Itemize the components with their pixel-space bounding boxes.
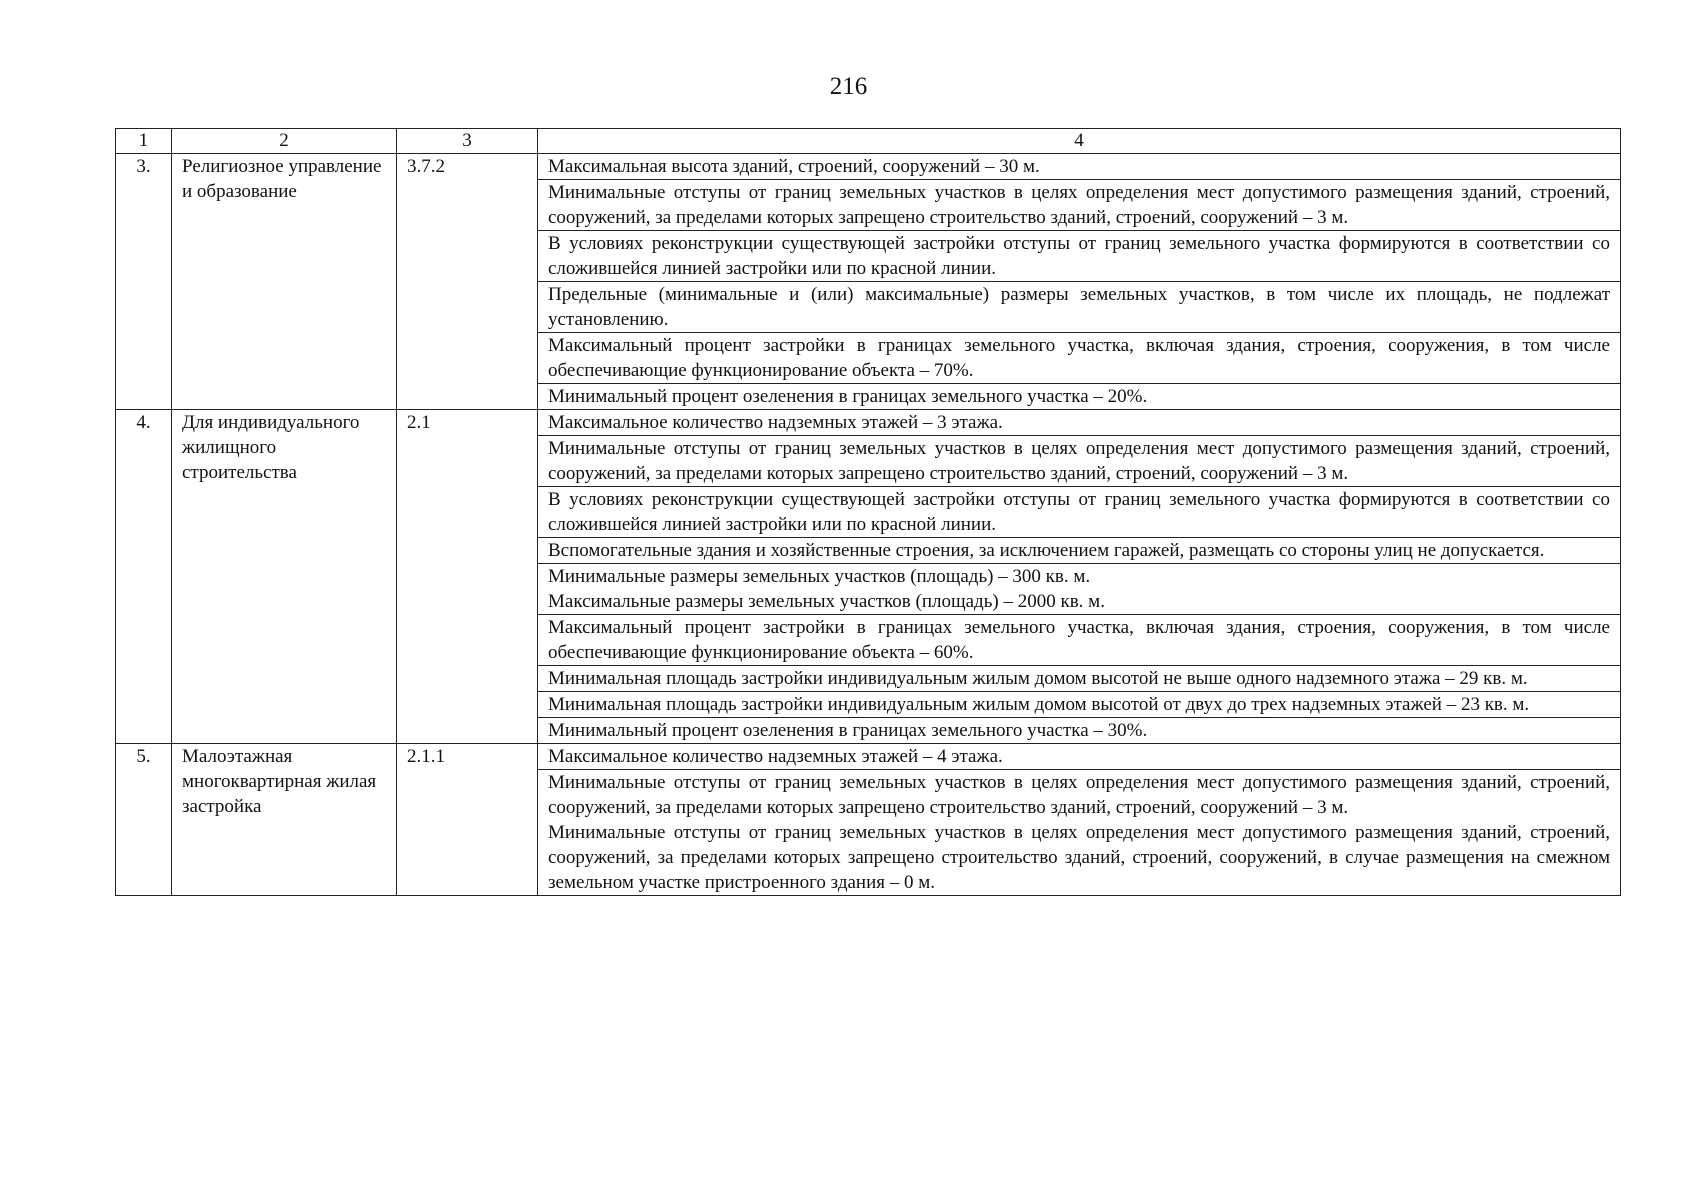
- parameter-cell: Минимальная площадь застройки индивидуальным жилым домом высотой не выше одного надземного этажа – 29 кв. м.: [538, 666, 1621, 692]
- parameter-cell: Максимальный процент застройки в границах земельного участка, включая здания, строения, сооружения, в том числе обеспечивающие функционирование объекта – 70%.: [538, 333, 1621, 384]
- parameter-cell: Максимальный процент застройки в границах земельного участка, включая здания, строения, сооружения, в том числе обеспечивающие функционирование объекта – 60%.: [538, 615, 1621, 666]
- column-header-4: 4: [538, 129, 1621, 154]
- parameter-cell: В условиях реконструкции существующей застройки отступы от границ земельного участка формируются в соответствии со сложившейся линией застройки или по красной линии.: [538, 231, 1621, 282]
- column-header-1: 1: [116, 129, 172, 154]
- column-header-2: 2: [172, 129, 397, 154]
- parameter-line: Минимальные отступы от границ земельных участков в целях определения мест допустимого размещения зданий, строений, сооружений, за пределами которых запрещено строительство зданий, строений, сооружений, в случае размещения на смежном земельном участке пристроенного здания – 0 м.: [548, 822, 1610, 893]
- land-use-code: 2.1: [397, 410, 538, 744]
- parameter-cell: В условиях реконструкции существующей застройки отступы от границ земельного участка формируются в соответствии со сложившейся линией застройки или по красной линии.: [538, 487, 1621, 538]
- page-number: 216: [829, 73, 868, 100]
- parameter-cell: Максимальное количество надземных этажей – 4 этажа.: [538, 744, 1621, 770]
- land-use-code: 2.1.1: [397, 744, 538, 896]
- land-use-name: Для индивидуального жилищного строительства: [172, 410, 397, 744]
- parameter-cell: Вспомогательные здания и хозяйственные строения, за исключением гаражей, размещать со стороны улиц не допускается.: [538, 538, 1621, 564]
- table-row: [116, 744, 1621, 770]
- parameter-line: Минимальные размеры земельных участков (площадь) – 300 кв. м.: [548, 566, 1091, 587]
- parameter-cell: [538, 564, 1621, 615]
- parameter-cell: Предельные (минимальные и (или) максимальные) размеры земельных участков, в том числе их площадь, не подлежат установлению.: [538, 282, 1621, 333]
- land-use-name: Малоэтажная многоквартирная жилая застройка: [172, 744, 397, 896]
- row-number: 4.: [116, 410, 172, 744]
- parameter-line: Минимальные отступы от границ земельных участков в целях определения мест допустимого размещения зданий, строений, сооружений, за пределами которых запрещено строительство зданий, строений, сооружений – 3 м.: [548, 772, 1610, 818]
- parameter-cell: Минимальная площадь застройки индивидуальным жилым домом высотой от двух до трех надземных этажей – 23 кв. м.: [538, 692, 1621, 718]
- parameter-cell: Минимальный процент озеленения в границах земельного участка – 20%.: [538, 384, 1621, 410]
- column-header-3: 3: [397, 129, 538, 154]
- land-use-code: 3.7.2: [397, 154, 538, 410]
- parameter-cell: Максимальная высота зданий, строений, сооружений – 30 м.: [538, 154, 1621, 180]
- table-header-row: [116, 129, 1621, 154]
- regulations-table: [115, 128, 1621, 896]
- parameter-line: Максимальные размеры земельных участков (площадь) – 2000 кв. м.: [548, 591, 1105, 612]
- table-row: [116, 410, 1621, 436]
- parameter-cell: Максимальное количество надземных этажей – 3 этажа.: [538, 410, 1621, 436]
- row-number: 5.: [116, 744, 172, 896]
- parameter-cell: Минимальный процент озеленения в границах земельного участка – 30%.: [538, 718, 1621, 744]
- parameter-cell: [538, 770, 1621, 896]
- table-row: [116, 154, 1621, 180]
- parameter-cell: Минимальные отступы от границ земельных участков в целях определения мест допустимого размещения зданий, строений, сооружений, за пределами которых запрещено строительство зданий, строений, сооружений – 3 м.: [538, 180, 1621, 231]
- row-number: 3.: [116, 154, 172, 410]
- land-use-name: Религиозное управление и образование: [172, 154, 397, 410]
- parameter-cell: Минимальные отступы от границ земельных участков в целях определения мест допустимого размещения зданий, строений, сооружений, за пределами которых запрещено строительство зданий, строений, сооружений – 3 м.: [538, 436, 1621, 487]
